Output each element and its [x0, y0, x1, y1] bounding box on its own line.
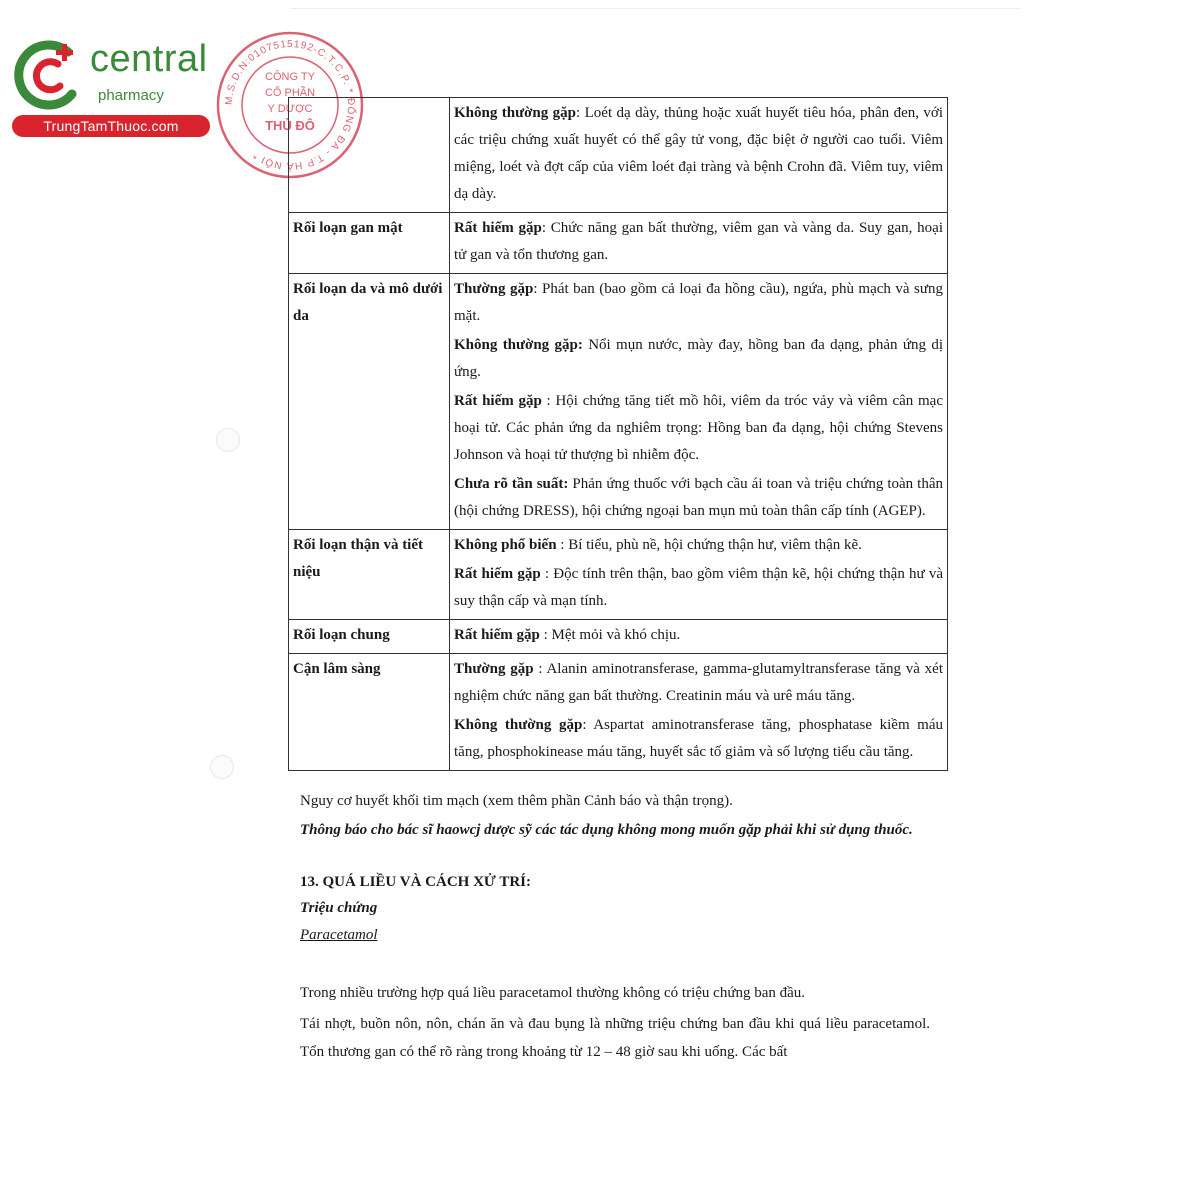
description-cell — [450, 620, 948, 654]
overdose-paragraph-2: Tái nhợt, buồn nôn, nôn, chán ăn và đau bụng là những triệu chứng ban đầu khi quá liều paracetamol. Tổn thương gan có thể rõ ràng trong khoảng từ 12 – 48 giờ sau khi uống. Các bất — [300, 1016, 930, 1060]
table-row — [289, 530, 948, 620]
table-row — [289, 213, 948, 274]
frequency-text: : Bí tiểu, phù nề, hội chứng thận hư, viêm thận kẽ. — [556, 537, 862, 553]
frequency-entry — [454, 471, 943, 525]
punch-hole — [216, 428, 240, 452]
cardio-risk-note: Nguy cơ huyết khối tim mạch (xem thêm phần Cảnh báo và thận trọng). — [300, 793, 733, 809]
description-cell — [450, 654, 948, 771]
frequency-label: Chưa rõ tần suất: — [454, 476, 569, 492]
description-cell — [450, 213, 948, 274]
frequency-text: : Độc tính trên thận, bao gồm viêm thận kẽ, hội chứng thận hư và suy thận cấp và mạn tính. — [454, 566, 943, 609]
adverse-effects-table — [288, 97, 948, 771]
frequency-entry — [454, 561, 943, 615]
category-cell: Rối loạn chung — [289, 620, 450, 654]
drug-name-text: Paracetamol — [300, 927, 378, 943]
frequency-entry — [454, 712, 943, 766]
description-cell — [450, 530, 948, 620]
frequency-entry — [454, 100, 943, 208]
frequency-text: : Alanin aminotransferase, gamma-glutamyltransferase tăng và xét nghiệm chức năng gan bất thường. Creatinin máu và urê máu tăng. — [454, 661, 944, 704]
frequency-label: Thường gặp — [454, 281, 534, 297]
overdose-paragraph-1: Trong nhiều trường hợp quá liều paracetamol thường không có triệu chứng ban đầu. — [300, 985, 806, 1001]
frequency-label: Không thường gặp: — [454, 337, 583, 353]
svg-text:THỦ ĐÔ: THỦ ĐÔ — [265, 118, 315, 133]
frequency-label: Không thường gặp — [454, 105, 577, 121]
svg-text:CỔ PHẦN: CỔ PHẦN — [264, 87, 316, 99]
category-cell: Cận lâm sàng — [289, 654, 450, 771]
frequency-text: : Aspartat aminotransferase tăng, phosphatase kiềm máu tăng, phosphokinease máu tăng, huyết sắc tố giảm và số lượng tiểu cầu tăng. — [454, 717, 943, 760]
logo-subtitle: pharmacy — [98, 87, 164, 104]
frequency-text: Nổi mụn nước, mày đay, hồng ban đa dạng, phản ứng dị ứng. — [454, 337, 943, 380]
description-cell — [450, 98, 948, 213]
frequency-label: Thường gặp — [454, 661, 534, 677]
frequency-entry — [454, 332, 943, 386]
frequency-entry — [454, 532, 943, 559]
frequency-label: Rất hiếm gặp — [454, 627, 540, 643]
frequency-text: Phản ứng thuốc với bạch cầu ái toan và triệu chứng toàn thân (hội chứng DRESS), hội chứng ngoại ban mụn mủ toàn thân cấp tính (AGEP). — [454, 476, 944, 519]
category-cell — [289, 98, 450, 213]
frequency-label: Không thường gặp — [454, 717, 583, 733]
frequency-entry — [454, 656, 943, 710]
frequency-entry — [454, 276, 943, 330]
table-row — [289, 274, 948, 530]
frequency-label: Không phổ biến — [454, 537, 557, 553]
scan-edge-line — [290, 8, 1020, 9]
frequency-text: : Loét dạ dày, thủng hoặc xuất huyết tiêu hóa, phân đen, với các triệu chứng xuất huyết có thể gây tử vong, đặc biệt ở người cao tuổi. Viêm miệng, loét và đợt cấp của viêm loét đại tràng và bệnh Crohn đã. Viêm tuy, viêm dạ dày. — [454, 105, 943, 202]
category-cell: Rối loạn da và mô dưới da — [289, 274, 450, 530]
frequency-entry — [454, 622, 943, 649]
frequency-entry — [454, 215, 943, 269]
svg-text:Y DƯỢC: Y DƯỢC — [267, 103, 313, 115]
logo-wordmark: central — [90, 38, 208, 80]
svg-text:M.S.D.N:0107515192-C.T.C.P. *: M.S.D.N:0107515192-C.T.C.P. * ĐỐNG ĐA - T.P HÀ NỘI * — [223, 38, 357, 172]
frequency-text: : Chức năng gan bất thường, viêm gan và vàng da. Suy gan, hoại tử gan và tổn thương gan. — [454, 220, 943, 263]
svg-text:CÔNG TY: CÔNG TY — [265, 71, 315, 83]
frequency-label: Rất hiếm gặp — [454, 393, 542, 409]
category-cell: Rối loạn thận và tiết niệu — [289, 530, 450, 620]
drug-name-heading — [300, 924, 930, 947]
subheading-symptoms: Triệu chứng — [300, 900, 378, 916]
section-heading-overdose: 13. QUÁ LIỀU VÀ CÁCH XỬ TRÍ: — [300, 874, 531, 890]
frequency-text: : Mệt mỏi và khó chịu. — [539, 627, 681, 643]
frequency-text: : Phát ban (bao gồm cả loại đa hồng cầu), ngứa, phù mạch và sưng mặt. — [454, 281, 943, 324]
description-cell — [450, 274, 948, 530]
frequency-label: Rất hiếm gặp — [454, 566, 541, 582]
central-pharmacy-logo[interactable] — [10, 38, 215, 138]
frequency-label: Rất hiếm gặp — [454, 220, 542, 236]
category-cell: Rối loạn gan mật — [289, 213, 450, 274]
frequency-text: : Hội chứng tăng tiết mồ hôi, viêm da tróc vảy và viêm cân mạc hoại tử. Các phản ứng da nghiêm trọng: Hồng ban đa dạng, hội chứng Stevens Johnson và hoại tử thượng bì nhiễm độc. — [454, 393, 943, 463]
table-row — [289, 654, 948, 771]
table-row — [289, 98, 948, 213]
table-row — [289, 620, 948, 654]
logo-url-badge[interactable]: TrungTamThuoc.com — [12, 115, 210, 137]
punch-hole — [210, 755, 234, 779]
report-notice: Thông báo cho bác sĩ haowcj dược sỹ các tác dụng không mong muốn gặp phải khi sử dụng thuốc. — [300, 822, 913, 838]
logo-mark-icon — [10, 38, 88, 113]
frequency-entry — [454, 388, 943, 469]
